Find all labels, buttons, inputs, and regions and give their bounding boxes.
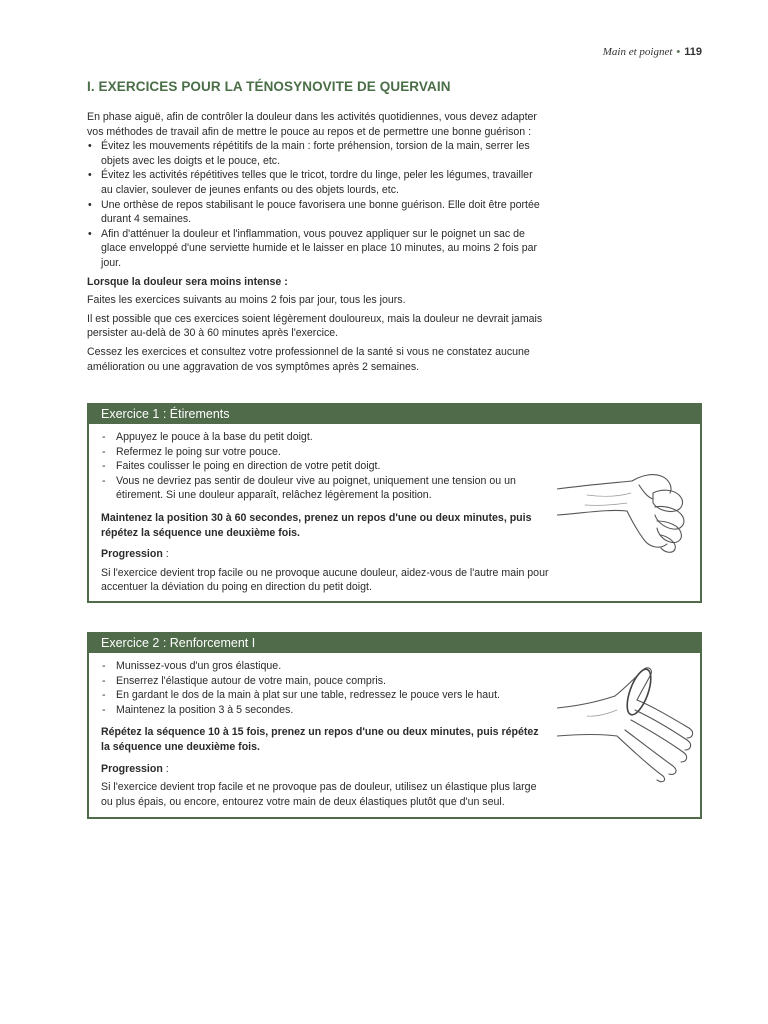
intro-bullet-list <box>87 139 547 270</box>
page-number: 119 <box>684 46 702 58</box>
step-item: - Faites coulisser le poing en direction de votre petit doigt. <box>102 460 381 473</box>
exercise-1-steps <box>101 430 549 503</box>
intro-bullet: • Une orthèse de repos stabilisant le pouce favorisera une bonne guérison. Elle doit être portée durant 4 semaines. <box>88 198 540 226</box>
bullet-dot-icon: • <box>88 198 92 211</box>
bullet-dot-icon: • <box>88 169 92 182</box>
bullet-dot-icon: • <box>88 227 92 240</box>
running-head-bullet: • <box>676 46 681 58</box>
exercise-1-progression-heading: Progression : <box>101 548 169 561</box>
exercise-1-body <box>89 424 700 601</box>
intro-section <box>87 110 547 374</box>
step-item: - Refermez le poing sur votre pouce. <box>102 445 281 458</box>
bullet-dot-icon: • <box>88 140 92 153</box>
exercise-1-progression-text: Si l'exercice devient trop facile ou ne provoque aucune douleur, aidez-vous de l'autre main pour accentuer la déviation du poing en direction du petit doigt. <box>101 566 549 594</box>
exercise-2-hold-instruction: Répétez la séquence 10 à 15 fois, prenez un repos d'une ou deux minutes, puis répétez la séquence une deuxième fois. <box>101 726 539 753</box>
exercise-1-hold-instruction: Maintenez la position 30 à 60 secondes, prenez un repos d'une ou deux minutes, puis répétez la séquence une deuxième fois. <box>101 511 532 539</box>
exercise-2-box <box>87 632 702 819</box>
intro-paragraph: Faites les exercices suivants au moins 2 fois par jour, tous les jours. <box>87 294 406 307</box>
step-item: - Appuyez le pouce à la base du petit doigt. <box>102 431 313 443</box>
exercise-1-title: Exercice 1 : Étirements <box>89 405 700 424</box>
exercise-2-progression-text: Si l'exercice devient trop facile et ne provoque pas de douleur, utilisez un élastique plus large ou plus épais, ou encore, entourez votre main de deux élastiques plutôt que d'un seul. <box>101 781 537 808</box>
running-head <box>603 46 702 58</box>
intro-lead: En phase aiguë, afin de contrôler la douleur dans les activités quotidiennes, vous devez adapter vos méthodes de travail afin de mettre le pouce au repos et de permettre une bonne guérison : <box>87 111 537 138</box>
exercise-1-box <box>87 403 702 603</box>
step-item: - Enserrez l'élastique autour de votre main, pouce compris. <box>102 674 386 687</box>
step-item: - Munissez-vous d'un gros élastique. <box>102 660 282 672</box>
exercise-2-steps <box>101 659 549 717</box>
fist-stretch-hand-illustration <box>557 445 697 555</box>
step-item: - Vous ne devriez pas sentir de douleur vive au poignet, uniquement une tension ou un étirement. Si une douleur apparaît, relâchez légèrement la position. <box>102 474 516 502</box>
exercise-2-body <box>89 653 700 815</box>
section-title: I. EXERCICES POUR LA TÉNOSYNOVITE DE QUERVAIN <box>87 79 451 94</box>
running-head-title: Main et poignet <box>602 46 673 58</box>
intro-bullet: • Afin d'atténuer la douleur et l'inflammation, vous pouvez appliquer sur le poignet un sac de glace enveloppé d'une serviette humide et le laisser en place 10 minutes, au moins 2 fois par jour. <box>88 227 538 269</box>
when-less-pain-heading: Lorsque la douleur sera moins intense : <box>87 275 288 288</box>
intro-paragraph: Il est possible que ces exercices soient légèrement douloureux, mais la douleur ne devrait jamais persister au-delà de 30 à 60 minutes après l'exercice. <box>87 312 543 340</box>
intro-bullet: • Évitez les activités répétitives telles que le tricot, tordre du linge, peler les légumes, travailler au clavier, soulever de jeunes enfants ou des objets lourds, etc. <box>88 169 533 196</box>
elastic-band-hand-illustration <box>557 662 697 792</box>
intro-bullet: • Évitez les mouvements répétitifs de la main : forte préhension, torsion de la main, serrer les objets avec les doigts et le pouce, etc. <box>88 140 530 167</box>
exercise-2-progression-heading: Progression : <box>101 762 169 775</box>
intro-paragraph: Cessez les exercices et consultez votre professionnel de la santé si vous ne constatez aucune amélioration ou une aggravation de vos symptômes après 2 semaines. <box>87 345 530 373</box>
step-item: - En gardant le dos de la main à plat sur une table, redressez le pouce vers le haut. <box>102 689 500 702</box>
exercise-2-title: Exercice 2 : Renforcement I <box>89 634 700 653</box>
step-item: - Maintenez la position 3 à 5 secondes. <box>102 703 294 716</box>
